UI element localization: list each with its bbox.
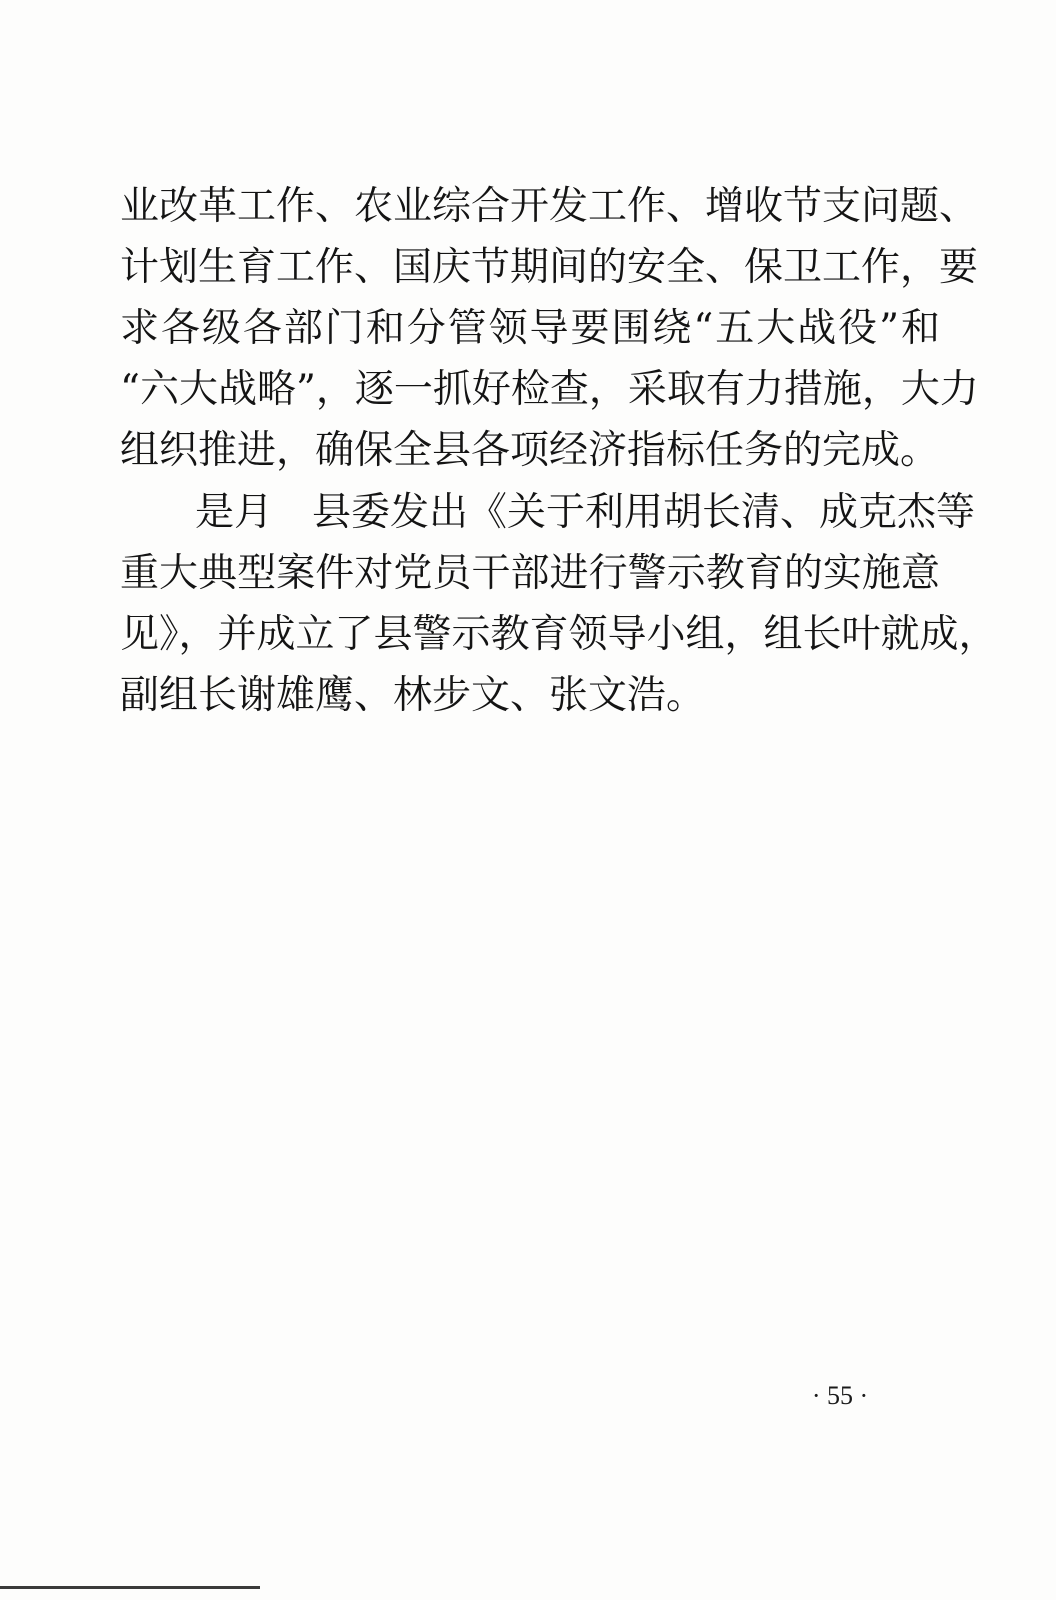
text-line: 业改革工作、农业综合开发工作、增收节支问题、 xyxy=(120,184,979,229)
text-line: 是月 县委发出《关于利用胡长清、成克杰等 xyxy=(195,490,976,535)
text-line: 副组长谢雄鹰、林步文、张文浩。 xyxy=(120,673,706,718)
page-number: · 55 · xyxy=(811,1381,869,1410)
text-line: 见》，并成立了县警示教育领导小组，组长叶就成， xyxy=(120,612,998,657)
scan-edge-mark xyxy=(0,1586,260,1589)
text-line: 重大典型案件对党员干部进行警示教育的实施意 xyxy=(120,551,940,596)
text-line: 计划生育工作、国庆节期间的安全、保卫工作，要 xyxy=(120,245,979,290)
text-line: “六大战略”，逐一抓好检查，采取有力措施，大力 xyxy=(120,367,979,412)
text-line: 组织推进，确保全县各项经济指标任务的完成。 xyxy=(120,428,940,473)
text-line: 求各级各部门和分管领导要围绕“五大战役”和 xyxy=(120,306,940,351)
